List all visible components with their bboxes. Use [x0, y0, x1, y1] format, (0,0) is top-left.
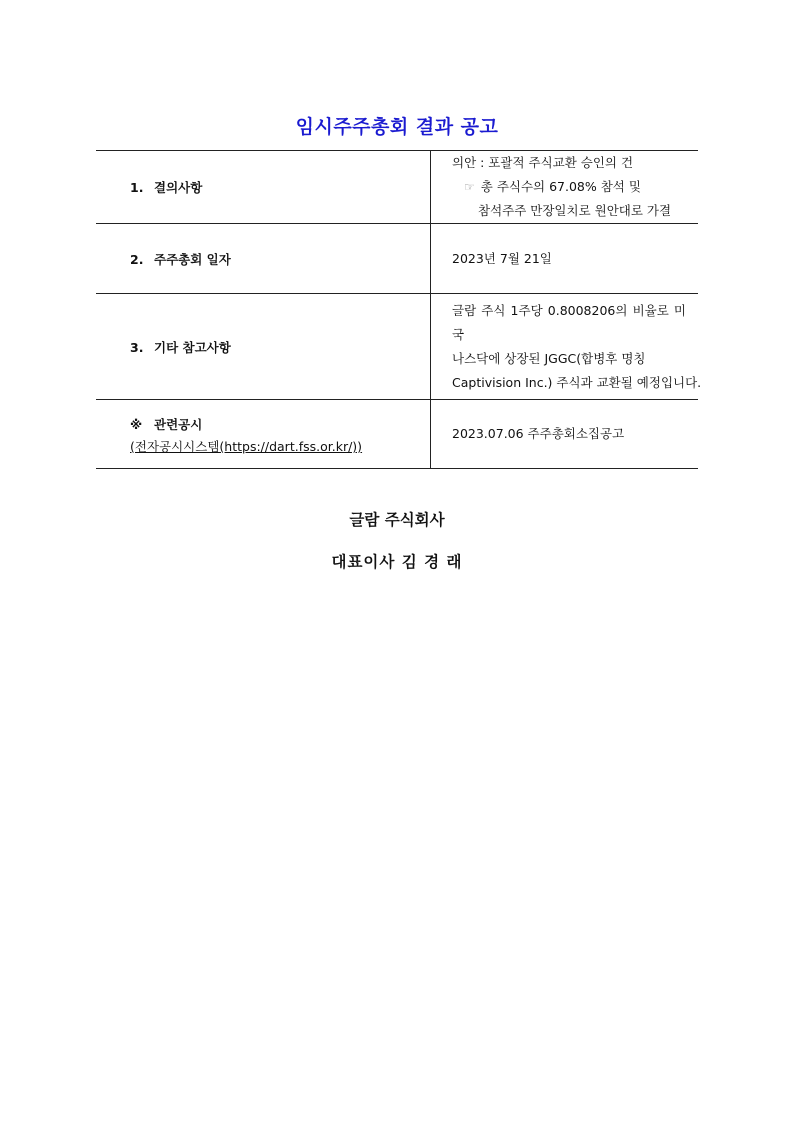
row-number: 1.	[130, 180, 144, 195]
notice-table	[96, 150, 702, 469]
row-label-text: 관련공시	[154, 417, 203, 432]
row-number: 2.	[130, 251, 144, 267]
dart-link[interactable]: (전자공시시스템(https://dart.fss.or.kr/))	[130, 439, 363, 454]
row-label-text: 결의사항	[154, 180, 203, 195]
attendance-text: 총 주식수의 67.08% 참석 및	[480, 179, 641, 194]
agenda-line: 의안 : 포괄적 주식교환 승인의 건	[452, 155, 634, 170]
table-row	[96, 151, 698, 224]
note-line: 나스닥에 상장된 JGGC(합병후 명칭	[452, 350, 646, 366]
table-row	[96, 294, 698, 400]
row-label-text: 주주총회 일자	[154, 251, 231, 267]
meeting-date: 2023년 7월 21일	[431, 224, 699, 294]
related-disclosure-value: 2023.07.06 주주총회소집공고	[431, 400, 699, 469]
row-value	[431, 151, 699, 224]
row-label	[96, 294, 431, 400]
row-label-text: 기타 참고사항	[154, 339, 231, 355]
row-number: 3.	[130, 339, 144, 355]
result-line: 참석주주 만장일치로 원안대로 가결	[478, 203, 672, 218]
ceo-name: 대표이사 김 경 래	[331, 553, 463, 571]
row-label	[96, 224, 431, 294]
related-disclosure-title	[130, 414, 430, 436]
attendance-line	[452, 175, 686, 199]
note-line: Captivision Inc.) 주식과 교환될 예정입니다.	[452, 374, 702, 390]
page-title: 임시주주총회 결과 공고	[295, 116, 499, 138]
note-line: 글람 주식 1주당 0.8008206의 비율로 미국	[452, 302, 686, 342]
row-label	[96, 151, 431, 224]
table-row	[96, 224, 698, 294]
row-label	[96, 400, 431, 469]
table-row	[96, 400, 698, 469]
reference-mark-icon: ※	[130, 417, 143, 432]
pointing-hand-icon: ☞	[464, 180, 475, 194]
company-name: 글람 주식회사	[349, 511, 445, 529]
row-value	[431, 294, 702, 400]
